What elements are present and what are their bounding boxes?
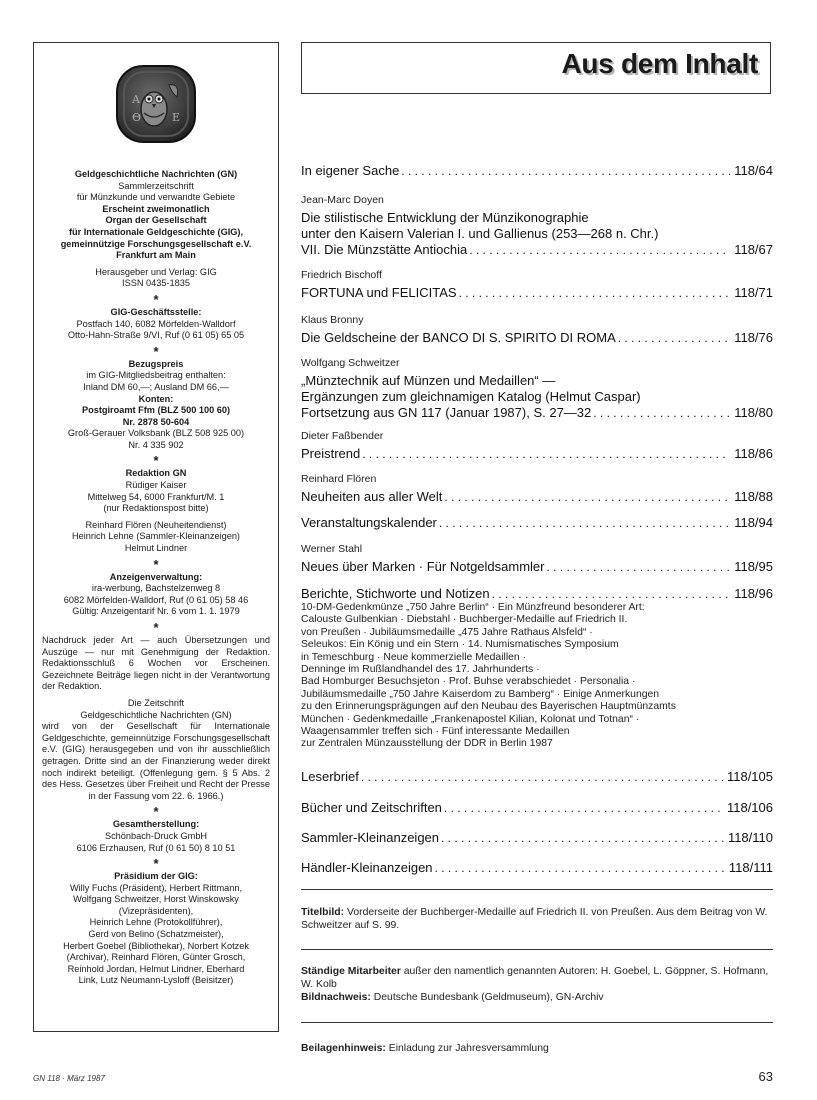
toc-page: 118/67 bbox=[734, 242, 773, 257]
toc-subtopic-line: Waagensammler treffen sich · Fünf interessante Medaillen bbox=[301, 726, 570, 738]
toc-page: 118/94 bbox=[734, 515, 773, 530]
separator-star: * bbox=[153, 856, 159, 872]
masthead-line: Rüdiger Kaiser bbox=[125, 480, 187, 491]
masthead-text bbox=[36, 169, 276, 987]
seal-letter: Θ bbox=[132, 111, 142, 124]
toc-subtopic-line: 10-DM-Gedenkmünze „750 Jahre Berlin“ · Ein Münzfreund besonderer Art: bbox=[301, 602, 645, 613]
toc-page: 118/96 bbox=[734, 586, 773, 601]
leader-dots bbox=[444, 800, 723, 816]
toc-title: Neues über Marken · Für Notgeldsammler bbox=[301, 559, 545, 574]
masthead-line: Herbert Goebel (Bibliothekar), Norbert Kotzek bbox=[63, 940, 249, 951]
masthead-line: 6106 Erzhausen, Ruf (0 61 50) 8 10 51 bbox=[76, 842, 236, 853]
toc-leader-row bbox=[301, 242, 773, 258]
masthead-line: Geldgeschichtliche Nachrichten (GN) bbox=[74, 169, 238, 179]
masthead-line: Nr. 2878 50-604 bbox=[122, 416, 190, 427]
toc-subtopic-line: von Preußen · Jubiläumsmedaille „475 Jahre Rathaus Alsfeld“ · bbox=[301, 626, 593, 638]
seal-letter: A bbox=[132, 93, 140, 106]
leader-dots bbox=[444, 489, 730, 505]
toc-title: Preistrend bbox=[301, 446, 361, 461]
toc-title: In eigener Sache bbox=[301, 163, 400, 178]
masthead-box bbox=[33, 42, 279, 1032]
toc-leader-row bbox=[301, 515, 773, 531]
mitarbeiter-label: Ständige Mitarbeiter bbox=[301, 966, 401, 977]
leader-dots bbox=[439, 515, 730, 531]
beilagen-text: Einladung zur Jahresversammlung bbox=[388, 1043, 549, 1054]
leader-dots bbox=[435, 860, 725, 876]
toc-page: 118/64 bbox=[734, 163, 773, 178]
masthead-line: Heinrich Lehne (Sammler-Kleinanzeigen) bbox=[71, 531, 240, 542]
masthead-line: Helmut Lindner bbox=[124, 543, 188, 554]
contents-header-box bbox=[301, 42, 771, 94]
leader-dots bbox=[401, 163, 730, 179]
mitarbeiter-text: außer den namentlich genannten Autoren: H. Goebel, L. Göppner, S. Hofmann, W. Kolb bbox=[301, 966, 769, 990]
masthead-line: Präsidium der GIG: bbox=[114, 871, 198, 882]
toc-title: Fortsetzung aus GN 117 (Januar 1987), S. 27—32 bbox=[301, 405, 592, 420]
toc-leader-row bbox=[301, 860, 773, 876]
masthead-line: Herausgeber und Verlag: GIG bbox=[95, 266, 217, 277]
masthead-line: Reinhold Jordan, Helmut Lindner, Eberhard bbox=[67, 963, 245, 974]
toc-entry[interactable] bbox=[301, 800, 773, 816]
bildnachweis-label: Bildnachweis: bbox=[301, 992, 371, 1003]
titelbild-note bbox=[301, 906, 773, 932]
masthead-line: (nur Redaktionspost bitte) bbox=[103, 503, 209, 514]
masthead-line: Postgiroamt Ffm (BLZ 500 100 60) bbox=[81, 405, 231, 416]
masthead-line: Anzeigenverwaltung: bbox=[109, 571, 203, 582]
toc-subtopic-line: zur Zentralen Münzausstellung der DDR in Berlin 1987 bbox=[301, 738, 553, 750]
masthead-line: Redaktion GN bbox=[125, 468, 187, 479]
toc-entry[interactable] bbox=[301, 163, 773, 179]
toc-title: Berichte, Stichworte und Notizen bbox=[301, 586, 490, 601]
owl-coin-seal-icon bbox=[114, 63, 198, 145]
toc-subtopic-line: Bad Homburger Besuchsjeton · Prof. Buhse verabschiedet · Personalia · bbox=[301, 676, 636, 688]
masthead-line: Postfach 140, 6082 Mörfelden-Walldorf bbox=[76, 318, 236, 329]
toc-entry[interactable] bbox=[301, 515, 773, 531]
masthead-line: Frankfurt am Main bbox=[116, 250, 196, 261]
separator-star: * bbox=[153, 343, 159, 359]
beilagen-note bbox=[301, 1042, 773, 1055]
toc-page: 118/80 bbox=[734, 405, 773, 420]
toc-title: VII. Die Münzstätte Antiochia bbox=[301, 242, 468, 257]
masthead-line: gemeinnützige Forschungsgesellschaft e.V. bbox=[60, 238, 252, 249]
toc-page: 118/71 bbox=[734, 285, 773, 300]
toc-entry[interactable] bbox=[301, 357, 773, 421]
leader-dots bbox=[441, 830, 724, 846]
toc-leader-row bbox=[301, 800, 773, 816]
masthead-line: Organ der Gesellschaft bbox=[105, 215, 207, 226]
toc-page: 118/111 bbox=[728, 860, 773, 875]
toc-page: 118/110 bbox=[727, 830, 773, 845]
toc-author: Klaus Bronny bbox=[301, 314, 364, 326]
toc-title: Bücher und Zeitschriften bbox=[301, 800, 442, 815]
masthead-line: GIG-Geschäftsstelle: bbox=[110, 306, 202, 317]
toc-entry[interactable] bbox=[301, 314, 773, 346]
toc-title: Die Geldscheine der BANCO DI S. SPIRITO DI ROMA bbox=[301, 330, 616, 345]
toc-page: 118/86 bbox=[734, 446, 773, 461]
toc-leader-row bbox=[301, 586, 773, 602]
separator-star: * bbox=[153, 556, 159, 572]
toc-title-line: unter den Kaisern Valerian I. und Gallienus (253—268 n. Chr.) bbox=[301, 226, 659, 241]
titelbild-label: Titelbild: bbox=[301, 907, 345, 918]
toc-author: Reinhard Flören bbox=[301, 473, 377, 485]
toc-leader-row bbox=[301, 330, 773, 346]
toc-leader-row bbox=[301, 830, 773, 846]
toc-title: Sammler-Kleinanzeigen bbox=[301, 830, 440, 845]
toc-page: 118/106 bbox=[726, 800, 773, 815]
mitarbeiter-note bbox=[301, 965, 773, 1004]
toc-title: Händler-Kleinanzeigen bbox=[301, 860, 433, 875]
masthead-line: Heinrich Lehne (Protokollführer), bbox=[89, 917, 223, 928]
bildnachweis-text: Deutsche Bundesbank (Geldmuseum), GN-Archiv bbox=[373, 992, 604, 1003]
toc-author: Wolfgang Schweitzer bbox=[301, 357, 400, 369]
toc-entry[interactable] bbox=[301, 860, 773, 876]
page-number: 63 bbox=[758, 1069, 773, 1084]
separator-star: * bbox=[153, 804, 159, 820]
masthead-line: Gerd von Belino (Schatzmeister), bbox=[88, 929, 224, 940]
masthead-line: Geldgeschichtliche Nachrichten (GN) bbox=[80, 709, 232, 720]
toc-entry[interactable] bbox=[301, 586, 773, 751]
toc-author: Dieter Faßbender bbox=[301, 430, 384, 442]
masthead-line: Sammlerzeitschrift bbox=[118, 180, 194, 191]
masthead-line: 6082 Mörfelden-Walldorf, Ruf (0 61 05) 58 46 bbox=[63, 594, 249, 605]
masthead-line: Erscheint zweimonatlich bbox=[102, 203, 210, 214]
toc-subtopic-line: Jubiläumsmedaille „750 Jahre Kaiserdom zu Bamberg“ · Einige Anmerkungen bbox=[301, 688, 660, 700]
masthead-line: Die Zeitschrift bbox=[127, 697, 185, 708]
toc-entry[interactable] bbox=[301, 830, 773, 846]
masthead-line: Nr. 4 335 902 bbox=[128, 439, 184, 450]
masthead-line: Mittelweg 54, 6000 Frankfurt/M. 1 bbox=[87, 491, 225, 502]
toc-title-line: Die stilistische Entwicklung der Münzikonographie bbox=[301, 210, 589, 225]
toc-subtopic-line: Seleukos: Ein König und ein Stern · 14. Numismatisches Symposium bbox=[301, 639, 619, 651]
masthead-line: im GIG-Mitgliedsbeitrag enthalten: bbox=[86, 370, 226, 381]
masthead-line: Schönbach-Druck GmbH bbox=[104, 830, 208, 841]
titelbild-text: Vorderseite der Buchberger-Medaille auf Friedrich II. von Preußen. Aus dem Beitrag von W. Schweitzer auf S. 99. bbox=[301, 907, 768, 931]
toc-page: 118/95 bbox=[734, 559, 773, 574]
toc-author: Jean-Marc Doyen bbox=[301, 194, 384, 206]
masthead-line: Link, Lutz Neumann-Lysloff (Beisitzer) bbox=[78, 975, 234, 986]
leader-dots bbox=[492, 586, 731, 602]
toc-author: Werner Stahl bbox=[301, 543, 363, 555]
masthead-line: Wolfgang Schweitzer, Horst Winskowsky bbox=[73, 894, 239, 905]
leader-dots bbox=[469, 242, 730, 258]
masthead-line: Konten: bbox=[138, 393, 174, 404]
toc-page: 118/105 bbox=[726, 769, 773, 784]
masthead-line: (Archivar), Reinhard Flören, Günter Grosch, bbox=[66, 952, 246, 963]
masthead-line: Reinhard Flören (Neuheitendienst) bbox=[85, 519, 227, 530]
toc-subtopic-line: in Temeschburg · Neue kommerzielle Medaillen · bbox=[301, 651, 527, 663]
leader-dots bbox=[593, 405, 730, 421]
toc-leader-row bbox=[301, 446, 773, 462]
toc-title: Veranstaltungskalender bbox=[301, 515, 437, 530]
toc-page: 118/76 bbox=[734, 330, 773, 345]
toc-title: Neuheiten aus aller Welt bbox=[301, 489, 443, 504]
toc-title-line: „Münztechnik auf Münzen und Medaillen“ — bbox=[301, 373, 556, 388]
separator-star: * bbox=[153, 453, 159, 469]
divider bbox=[301, 1022, 773, 1023]
toc-entry[interactable] bbox=[301, 769, 773, 785]
toc-leader-row bbox=[301, 163, 773, 179]
masthead-line: Groß-Gerauer Volksbank (BLZ 508 925 00) bbox=[67, 428, 245, 439]
contents-title: Aus dem Inhalt bbox=[561, 48, 758, 79]
masthead-line: Gesamtherstellung: bbox=[112, 819, 200, 830]
masthead-line: Inland DM 60,—; Ausland DM 66,— bbox=[83, 381, 229, 392]
masthead-line: (Vizepräsidenten), bbox=[118, 905, 194, 916]
masthead-line: wird von der Gesellschaft für Internationale Geldgeschichte, gemeinnützige Forschungsgesellschaft e.V. (GIG) herausgegeben und von ihr ausschließlich getragen. Dritte sind an der Finanzierung weder direkt noch indirekt beteiligt. (Offenlegung gem. § 5 Abs. 2 des Hess. Gesetzes über Freiheit und Recht der Presse in der Fassung vom 22. 6. 1966.) bbox=[42, 721, 270, 801]
masthead-line: Bezugspreis bbox=[128, 358, 184, 369]
toc-subtopic-line: Denninge im Rußlandhandel des 17. Jahrhunderts · bbox=[301, 664, 540, 676]
toc-page: 118/88 bbox=[734, 489, 773, 504]
toc-leader-row bbox=[301, 769, 773, 785]
issue-footer: GN 118 · März 1987 bbox=[33, 1074, 105, 1083]
leader-dots bbox=[361, 769, 723, 785]
leader-dots bbox=[546, 559, 730, 575]
masthead-line: ISSN 0435-1835 bbox=[122, 278, 190, 289]
masthead-line: Willy Fuchs (Präsident), Herbert Rittmann, bbox=[69, 882, 243, 893]
toc-leader-row bbox=[301, 405, 773, 421]
leader-dots bbox=[362, 446, 730, 462]
masthead-line: Nachdruck jeder Art — auch Übersetzungen und Auszüge — nur mit Genehmigung der Redaktion. Redaktionsschluß 6 Wochen vor Erscheinen. Gezeichnete Beiträge liegen nicht in der Verantwortung der Redaktion. bbox=[42, 635, 270, 692]
toc-leader-row bbox=[301, 285, 773, 301]
leader-dots bbox=[459, 285, 731, 301]
toc-entry[interactable] bbox=[301, 473, 773, 505]
toc-entry[interactable] bbox=[301, 194, 773, 258]
divider bbox=[301, 889, 773, 890]
divider bbox=[301, 949, 773, 950]
masthead-line: für Internationale Geldgeschichte (GIG), bbox=[68, 226, 244, 237]
toc-subtopic-line: München · Gedenkmedaille „Frankenapostel Kilian, Kolonat und Totnan“ · bbox=[301, 713, 640, 725]
masthead-line: Gültig: Anzeigentarif Nr. 6 vom 1. 1. 1979 bbox=[72, 606, 240, 617]
toc-leader-row bbox=[301, 559, 773, 575]
seal-letter: E bbox=[172, 111, 181, 124]
toc-entry[interactable] bbox=[301, 269, 773, 301]
toc-entry[interactable] bbox=[301, 430, 773, 462]
toc-entry[interactable] bbox=[301, 543, 773, 575]
leader-dots bbox=[618, 330, 730, 346]
toc-title: Leserbrief bbox=[301, 769, 359, 784]
toc-leader-row bbox=[301, 489, 773, 505]
toc-author: Friedrich Bischoff bbox=[301, 269, 382, 281]
toc-title: FORTUNA und FELICITAS bbox=[301, 285, 457, 300]
separator-star: * bbox=[153, 291, 159, 307]
masthead-line: ira-werbung, Bachstelzenweg 8 bbox=[91, 583, 221, 594]
toc-subtopic-line: zu den Erinnerungsprägungen auf den Neubau des Bayerischen Hauptmünzamts bbox=[301, 701, 676, 713]
toc-title-line: Ergänzungen zum gleichnamigen Katalog (Helmut Caspar) bbox=[301, 389, 641, 404]
masthead-line: Otto-Hahn-Straße 9/VI, Ruf (0 61 05) 65 05 bbox=[67, 330, 245, 341]
separator-star: * bbox=[153, 620, 159, 635]
masthead-line: für Münzkunde und verwandte Gebiete bbox=[76, 192, 236, 203]
beilagen-label: Beilagenhinweis: bbox=[301, 1043, 386, 1054]
toc-subtopic-line: Calouste Gulbenkian · Diebstahl · Buchberger-Medaille auf Friedrich II. bbox=[301, 614, 628, 626]
